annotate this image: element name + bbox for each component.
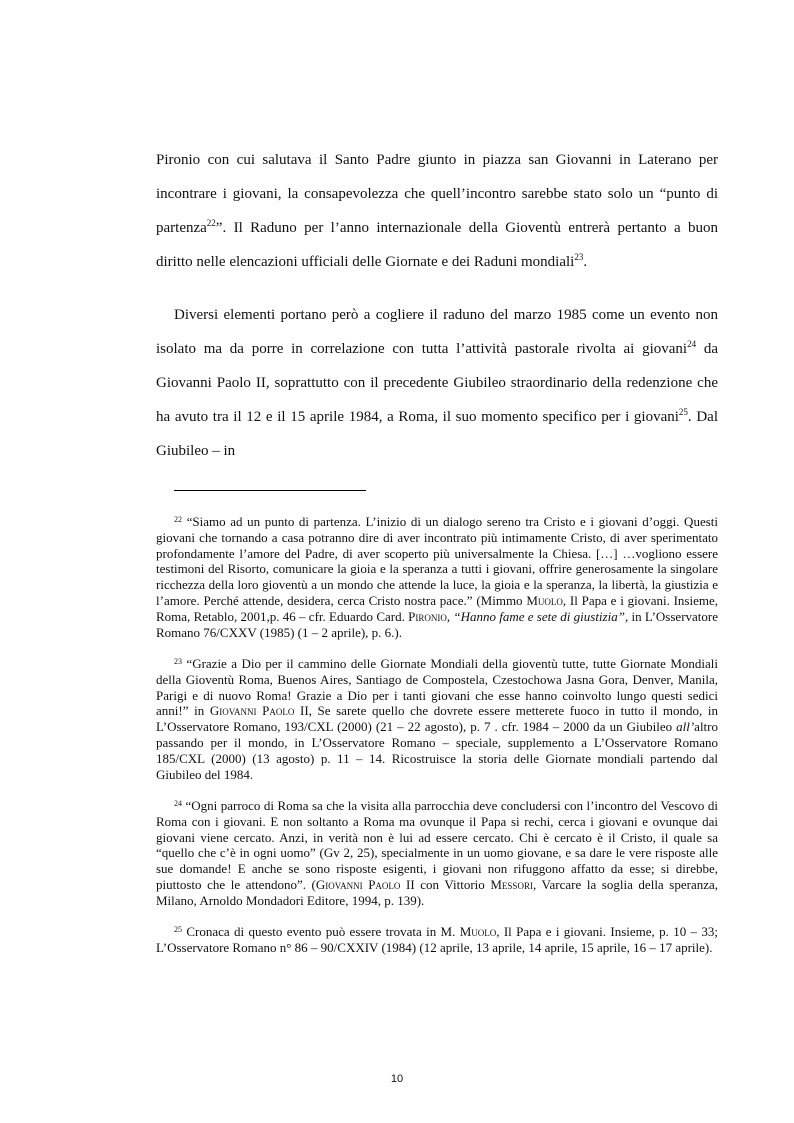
italic-text: all’ [676,719,695,735]
text-run: “Siamo ad un punto di partenza. L’inizio di un dialogo sereno tra Cristo e i giovani d’oggi. Questi giovani che tornando a casa potranno dire di aver incontrato più intimamente Cristo, di aver sperimentato profondamente l’amore del Padre, di aver scoperto più universalmente la Chiesa. […] …vogliono essere testimoni del Risorto, comunicare la gioia e la speranza a tutti i giovani, offrire generosamente la singolare ricchezza della loro gioventù a un mondo che attende la luce, la gioia e la speranza, la libertà, la giustizia e l’amore. Perché attende, desidera, cerca Cristo nostra pace.” (Mimmo [156,514,718,608]
footnote-separator [174,490,366,491]
author-name: Pironio [408,608,447,624]
footnote-25 [156,924,718,956]
text-run: Pironio con cui salutava il Santo Padre giunto in piazza san Giovanni in Laterano per incontrare i giovani, la consapevolezza che quell’incontro sarebbe stato solo un “punto di partenza [156,152,718,236]
article-title: “Hanno fame e sete di giustizia”, [453,608,629,624]
text-run: , Il Papa e i giovani. Insieme, p. 10 – 33; L’Osservatore Romano n° 86 – 90/CXXIV (1984) (12 aprile, 13 aprile, 14 aprile, 15 aprile, 16 – 17 aprile). [156,924,718,955]
text-run: altro passando per il mondo, in L’Osservatore Romano – speciale, supplemento a L’Osservatore Romano 185/CXL (2000) (13 agosto) p. 11 – 14. Ricostruisce la storia delle Giornate mondiali partendo dal Giubileo del 1984. [156,719,718,782]
footnote-number: 24 [174,799,182,808]
footnote-number: 23 [174,657,182,666]
text-run: . [583,254,588,270]
body-paragraph-2 [156,298,718,468]
text-run: “Grazie a Dio per il cammino delle Giornate Mondiali della gioventù tutte, tutte Giornate Mondiali della Gioventù Roma, Buenos Aires, Santiago de Compostela, Czestochowa Jasna Gora, Denver, Manila, Parigi e di nuovo Roma! Grazie a Dio per i tanti giovani che esse hanno coinvolto lungo questi sedici anni!” in [156,656,718,719]
text-run: , Varcare la soglia della speranza, Milano, Arnoldo Mondadori Editore, 1994, p. 139). [156,876,719,908]
text-run: ”. Il Raduno per l’anno internazionale della Gioventù entrerà pertanto a buon diritto nelle elencazioni ufficiali delle Giornate e dei Raduni mondiali [156,220,718,270]
footnote-24 [156,798,718,909]
author-name: Giovanni Paolo [209,703,295,719]
footnote-23 [156,656,718,782]
author-name: Giovanni Paolo [315,876,401,892]
footnote-22 [156,514,718,640]
footnote-ref-23[interactable]: 23 [574,252,584,262]
text-run: Diversi elementi portano però a cogliere il raduno del marzo 1985 come un evento non isolato ma da porre in correlazione con tutta l’attività pastorale rivolta ai giovani [156,307,718,357]
page-number: 10 [390,1073,404,1085]
text-run: II con Vittorio [400,876,491,892]
author-name: Muolo [459,924,497,939]
footnote-number: 22 [174,515,182,524]
author-name: Messori [490,876,533,892]
text-run: , Il Papa e i giovani. Insieme, Roma, Retablo, 2001,p. 46 – cfr. Eduardo Card. [156,592,718,624]
footnote-ref-24[interactable]: 24 [687,339,697,349]
body-paragraph-1 [156,143,718,279]
text-run: . Dal Giubileo – in [156,409,718,459]
footnote-ref-22[interactable]: 22 [206,218,216,228]
text-run: “Ogni parroco di Roma sa che la visita alla parrocchia deve concludersi con l’incontro del Vescovo di Roma con i giovani. E non soltanto a Roma ma ovunque il Papa si rechi, cerca i giovani e ovunque dai giovani viene cercato. Anzi, in verità non è lui ad essere cercato. Chi è cercato è il Cristo, il quale sa “quello che c’è in ogni uomo” (Gv 2, 25), specialmente in un uomo giovane, e sa dare le vere risposte alle sue domande! E anche se sono risposte esigenti, i giovani non rifuggono affatto da esse; si direbbe, piuttosto che le attendono”. ( [156,798,718,892]
author-name: Muolo [526,592,563,608]
text-run: in L’Osservatore Romano 76/CXXV (1985) (1 – 2 aprile), p. 6.). [156,608,719,640]
text-run: da Giovanni Paolo II, soprattutto con il precedente Giubileo straordinario della redenzione che ha avuto tra il 12 e il 15 aprile 1984, a Roma, il suo momento specifico per i giovani [156,341,718,425]
footnote-ref-25[interactable]: 25 [678,407,688,417]
text-run: , [446,608,454,624]
footnote-number: 25 [174,925,182,934]
text-run: Cronaca di questo evento può essere trovata in M. [182,924,460,939]
text-run: II, Se sarete quello che dovrete essere metterete fuoco in tutto il mondo, in L’Osservatore Romano, 193/CXL (2000) (21 – 22 agosto), p. 7 . cfr. 1984 – 2000 da un Giubileo [156,703,718,735]
